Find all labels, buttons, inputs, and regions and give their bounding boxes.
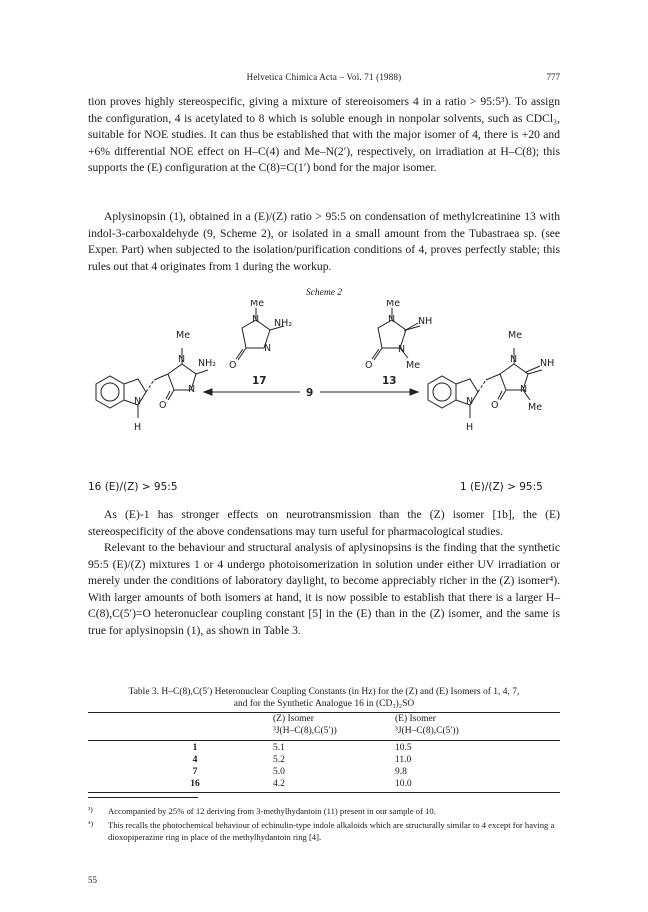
atom-label: Me: [508, 330, 523, 341]
table-row: [88, 755, 560, 767]
atom-label: H: [134, 422, 142, 433]
cell-e: 11.0: [395, 755, 412, 765]
reaction-scheme: [88, 300, 560, 472]
atom-label: N: [520, 384, 528, 395]
table-row: [88, 743, 560, 755]
atom-label: N: [388, 314, 396, 325]
atom-label: N: [188, 384, 196, 395]
compound-number-13: 13: [382, 375, 397, 387]
body-paragraph-1: [88, 94, 560, 177]
cell-z: 5.2: [273, 755, 285, 765]
cell-e: 9.8: [395, 767, 407, 777]
scheme-label: Scheme 2: [305, 288, 343, 298]
compound-number-9: 9: [306, 387, 314, 399]
footnote-mark: ³): [88, 805, 93, 814]
cell-z: 4.2: [273, 779, 285, 789]
atom-label: O: [159, 400, 167, 411]
cell-z: 5.0: [273, 767, 285, 777]
cell-compound: 7: [192, 767, 198, 777]
paragraph-text: tion proves highly stereospecific, giving a mixture of stereoisomers 4 in a ratio > 95:5³). To assign the configuration, 4 is acetylated to 8 which is soluble enough in nonpolar solvents, such as CDCl₃, suitable for NOE studies. It can thus be established that with the major isomer of 4, there is +20 and +6% differential NOE effect on H–C(4) and Me–N(2′), respectively, on irradiation at H–C(8); this supports the (E) configuration at the C(8)=C(1′) bond for the major isomer.: [88, 95, 560, 174]
atom-label: NH: [418, 316, 433, 327]
atom-label: NH₂: [198, 358, 217, 369]
atom-label: N: [264, 343, 272, 354]
atom-label: N: [398, 344, 406, 355]
compound-number-17: 17: [252, 375, 267, 387]
cell-compound: 1: [192, 743, 198, 753]
cell-compound: 16: [190, 779, 200, 789]
atom-label: O: [365, 360, 373, 371]
reagent-17-ring: [236, 308, 284, 360]
arrowhead-right: [410, 389, 418, 395]
table-top-rule: [88, 712, 560, 713]
atom-label: Me: [386, 300, 401, 309]
imidazolinone-left: [166, 348, 208, 400]
body-paragraph-3: [88, 507, 560, 639]
table-caption: [88, 686, 560, 710]
footnote-mark: ⁴): [88, 819, 94, 828]
reagent-13-ring: [372, 308, 420, 360]
atom-label: Me: [528, 402, 543, 413]
folio-number: 55: [88, 875, 97, 885]
journal-title: Helvetica Chimica Acta – Vol. 71 (1988): [246, 72, 402, 82]
atom-label: NH: [540, 358, 555, 369]
arrowhead-left: [204, 389, 212, 395]
paragraph-text: As (E)-1 has stronger effects on neurotransmission than the (Z) isomer [1b], the (E) stereospecificity of the above condensations may turn useful for pharmacological studies.: [88, 508, 560, 538]
header-e-sub: ³J(H–C(8),C(5′)): [395, 726, 459, 736]
footnote-rule: [88, 797, 198, 798]
table-header-rule: [88, 740, 560, 741]
running-header: [88, 72, 560, 86]
cell-z: 5.1: [273, 743, 285, 753]
atom-label: N: [466, 396, 474, 407]
cell-compound: 4: [192, 755, 198, 765]
header-z-sub: ³J(H–C(8),C(5′)): [273, 726, 337, 736]
page-number: 777: [546, 72, 560, 82]
indole-right: [428, 374, 500, 408]
atom-label: O: [491, 400, 499, 411]
atom-label: N: [252, 314, 260, 325]
indole-left: [96, 374, 168, 408]
atom-label: Me: [250, 300, 265, 309]
table-row: [88, 779, 560, 791]
atom-label: Me: [176, 330, 191, 341]
atom-label: H: [466, 422, 474, 433]
atom-label: NH₂: [274, 318, 293, 329]
atom-label: O: [229, 360, 237, 371]
caption-line: Table 3. H–C(8),C(5′) Heteronuclear Coupling Constants (in Hz) for the (Z) and (E) Isomers of 1, 4, 7,: [128, 687, 520, 697]
atom-label: Me: [406, 360, 421, 371]
footnote-text: This recalls the photochemical behaviour of echinulin-type indole alkaloids which are structurally similar to 4 except for having a dioxopiperazine ring in place of the methylhydantoin ring [4].: [108, 820, 555, 842]
ratio-label-16: 16 (E)/(Z) > 95:5: [88, 481, 178, 493]
header-z-title: (Z) Isomer: [273, 714, 314, 724]
cell-e: 10.5: [395, 743, 412, 753]
ratio-label-1: 1 (E)/(Z) > 95:5: [460, 481, 543, 493]
atom-label: N: [178, 354, 186, 365]
caption-line: and for the Synthetic Analogue 16 in (CD₃)₂SO: [233, 699, 415, 709]
table-bottom-rule: [88, 792, 560, 793]
paragraph-text: Aplysinopsin (1), obtained in a (E)/(Z) ratio > 95:5 on condensation of methylcreatinine 13 with indol-3-carboxaldehyde (9, Scheme 2), or isolated in a small amount from the Tubastraea sp. (see Exper. Part) when subjected to the isolation/purification conditions of 4, proves perfectly stable; this rules out that 4 originates from 1 during the workup.: [88, 210, 560, 273]
header-e-title: (E) Isomer: [395, 714, 436, 724]
body-paragraph-2: [88, 209, 560, 275]
paragraph-text: Relevant to the behaviour and structural analysis of aplysinopsins is the finding that the synthetic 95:5 (E)/(Z) mixtures 1 or 4 undergo photoisomerization in solution under either UV irradiation or merely under the conditions of laboratory daylight, to become appreciably richer in the (Z) isomer⁴). With larger amounts of both isomers at hand, it is now possible to establish that there is a larger H–C(8),C(5′)=O heteronuclear coupling constant [5] in the (E) than in the (Z) isomer, and the same is true for aplysinopsin (1), as shown in Table 3.: [88, 541, 560, 637]
cell-e: 10.0: [395, 779, 412, 789]
atom-label: N: [134, 396, 142, 407]
atom-label: N: [510, 354, 518, 365]
footnote-text: Accompanied by 25% of 12 deriving from 3-methylhydantoin (11) present in our sample of 10.: [108, 806, 436, 816]
table-row: [88, 767, 560, 779]
